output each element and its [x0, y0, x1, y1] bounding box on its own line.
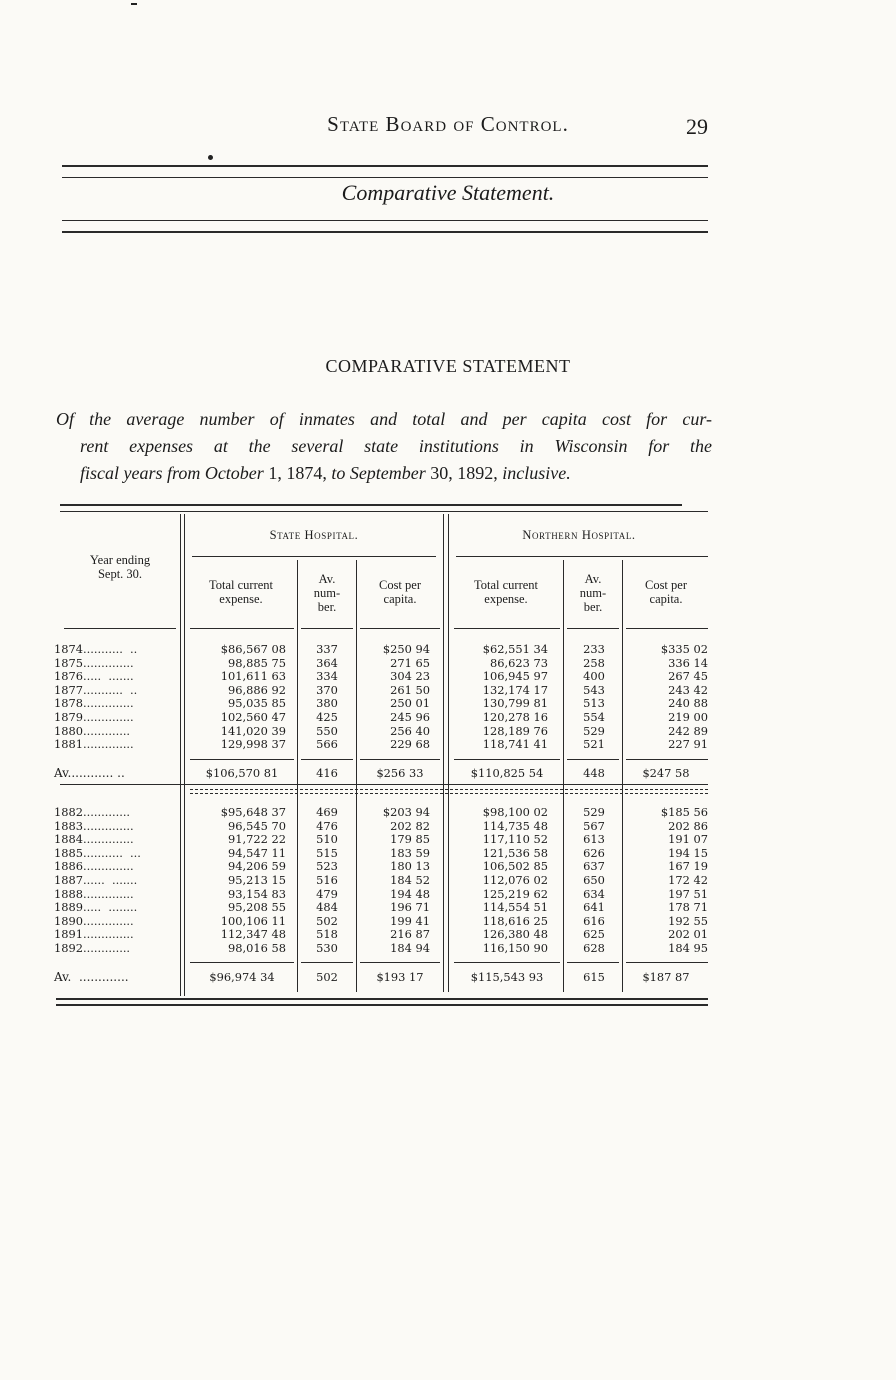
section-rule [60, 784, 708, 785]
col-divider [448, 514, 449, 992]
running-title: State Board of Control. [327, 112, 569, 136]
northern-cost-per-capita-average: $187 87 [642, 970, 690, 984]
state-total-expense-average: $106,570 81 [205, 766, 279, 780]
subtotal-rule [567, 759, 619, 760]
header-rule-bottom [62, 220, 708, 221]
state-av-number-values: 337 364 334 370 380 425 550 566 [316, 642, 338, 752]
state-av-number-header: Av. num- ber. [313, 572, 341, 614]
subtitle: Comparative Statement. [341, 180, 555, 205]
header-rule [190, 628, 294, 629]
col-divider [180, 514, 181, 996]
stray-mark [131, 3, 137, 5]
statement-title: COMPARATIVE STATEMENT [325, 356, 571, 376]
northern-av-number-values: 233 258 400 543 513 554 529 521 [583, 642, 605, 752]
state-total-expense-header: Total current expense. [208, 578, 274, 606]
col-divider [297, 560, 298, 992]
northern-cost-per-capita-header: Cost per capita. [644, 578, 687, 606]
state-cost-per-capita-values: $250 94 271 65 304 23 261 50 250 01 245 96 256 40 229 68 [382, 642, 430, 752]
group-rule [192, 556, 436, 557]
table-bottom-rule-2 [56, 1004, 708, 1006]
caption-line-3 [56, 460, 716, 487]
col-divider [443, 514, 444, 992]
header-rule [454, 628, 560, 629]
northern-cost-per-capita-values: $185 56 202 86 191 07 194 15 167 19 172 42 197 51 178 71 192 55 202 01 184 95 [660, 805, 708, 955]
northern-av-number-average: 615 [583, 970, 605, 984]
state-cost-per-capita-values: $203 94 202 82 179 85 183 59 180 13 184 52 194 48 196 71 199 41 216 87 184 94 [382, 805, 430, 955]
table-bottom-rule [56, 998, 708, 1000]
state-av-number-average: 502 [316, 970, 338, 984]
header-rule-top [62, 165, 708, 167]
subtotal-rule [190, 962, 294, 963]
group-header-northern-hospital: Northern Hospital. [522, 528, 636, 542]
northern-av-number-average: 448 [583, 766, 605, 780]
state-total-expense-values: $86,567 08 98,885 75 101,611 63 96,886 92 95,035 85 102,560 47 141,020 39 129,998 37 [220, 642, 286, 752]
northern-total-expense-values: $62,551 34 86,623 73 106,945 97 132,174 17 130,799 81 120,278 16 128,189 76 118,741 41 [482, 642, 548, 752]
subtotal-rule [454, 759, 560, 760]
subtotal-rule [567, 962, 619, 963]
header-rule-bottom-2 [62, 231, 708, 233]
header-rule [626, 628, 708, 629]
subtotal-rule [190, 759, 294, 760]
state-cost-per-capita-average: $193 17 [376, 970, 424, 984]
group-header-state-hospital: State Hospital. [269, 528, 359, 542]
bullet-mark [208, 155, 213, 160]
caption-part: 30, 1892, [425, 463, 503, 483]
header-rule [301, 628, 353, 629]
state-cost-per-capita-header: Cost per capita. [378, 578, 421, 606]
northern-cost-per-capita-values: $335 02 336 14 267 45 243 42 240 88 219 00 242 89 227 91 [660, 642, 708, 752]
state-av-number-values: 469 476 510 515 523 516 479 484 502 518 530 [316, 805, 338, 955]
northern-total-expense-header: Total current expense. [473, 578, 539, 606]
col-divider [184, 514, 185, 996]
northern-total-expense-values: $98,100 02 114,735 48 117,110 52 121,536 58 106,502 85 112,076 02 125,219 62 114,554 51 118,616 25 126,380 48 116,150 90 [482, 805, 548, 955]
section-dashed-rule [190, 789, 708, 790]
northern-av-number-values: 529 567 613 626 637 650 634 641 616 625 628 [583, 805, 605, 955]
caption-line-1: Of the average number of inmates and total and per capita cost for cur- [56, 409, 712, 429]
years-1874-1881: 1874........... .. 1875.............. 1876..... ....... 1877........... .. 1878.............. 1879.............. 1880............. 1881.............. [54, 642, 138, 752]
northern-cost-per-capita-average: $247 58 [642, 766, 690, 780]
subtotal-rule [301, 962, 353, 963]
state-total-expense-average: $96,974 34 [209, 970, 275, 984]
header-rule [360, 628, 440, 629]
state-cost-per-capita-average: $256 33 [376, 766, 424, 780]
year-column-header: Year ending Sept. 30. [89, 553, 151, 581]
state-total-expense-values: $95,648 37 96,545 70 91,722 22 94,547 11 94,206 59 95,213 15 93,154 83 95,208 55 100,106 11 112,347 48 98,016 58 [220, 805, 286, 955]
subtotal-rule [626, 759, 708, 760]
header-rule [64, 628, 176, 629]
header-rule [567, 628, 619, 629]
group-rule [456, 556, 708, 557]
subtotal-rule [626, 962, 708, 963]
subtotal-rule [360, 759, 440, 760]
northern-total-expense-average: $110,825 54 [470, 766, 544, 780]
caption-part: inclusive. [502, 463, 571, 483]
northern-total-expense-average: $115,543 93 [470, 970, 544, 984]
table-top-rule-2 [60, 511, 708, 512]
northern-av-number-header: Av. num- ber. [579, 572, 607, 614]
caption-part: to September [331, 463, 426, 483]
col-divider [622, 560, 623, 992]
years-1882-1892: 1882............. 1883.............. 1884.............. 1885........... ... 1886.............. 1887...... ....... 1888.............. 1889..... ........ 1890.............. 1891.............. 1892............. [54, 805, 141, 955]
col-divider [356, 560, 357, 992]
subtotal-rule [454, 962, 560, 963]
caption-part: fiscal years from October [80, 463, 264, 483]
col-divider [563, 560, 564, 992]
section-dashed-rule [190, 793, 708, 794]
table-top-rule [60, 504, 682, 506]
header-rule-top-2 [62, 177, 708, 178]
state-av-number-average: 416 [316, 766, 338, 780]
caption-line-2: rent expenses at the several state institutions in Wisconsin for the [80, 436, 712, 456]
subtotal-rule [301, 759, 353, 760]
average-label: Av............ .. [54, 766, 125, 780]
page-number: 29 [686, 114, 708, 139]
caption-part: 1, 1874, [263, 463, 332, 483]
statement-caption [56, 406, 716, 487]
subtotal-rule [360, 962, 440, 963]
average-label: Av. ............. [54, 970, 129, 984]
